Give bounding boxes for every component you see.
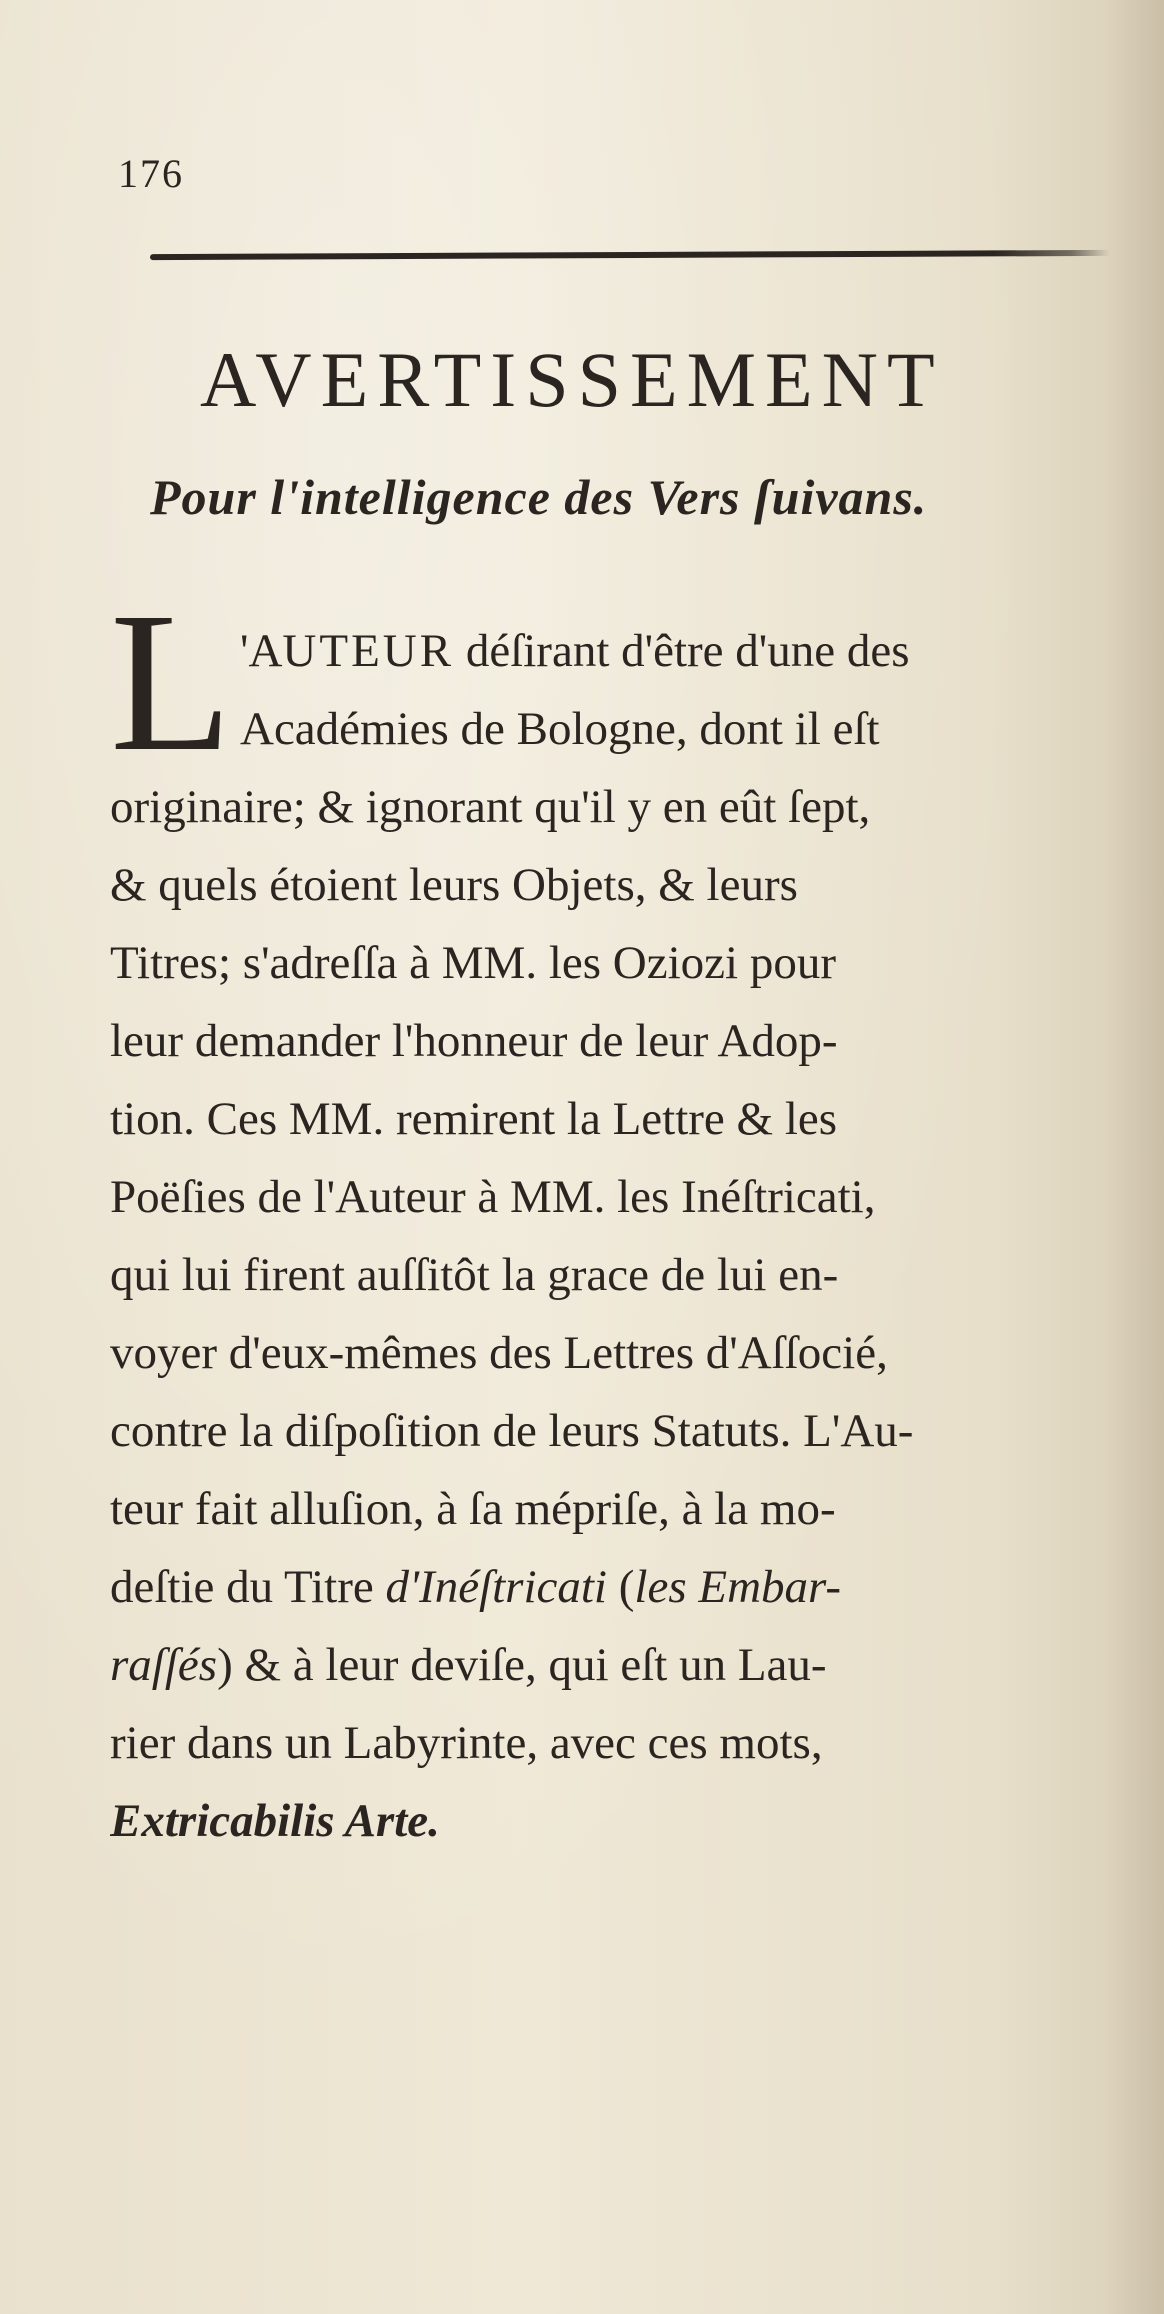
text-segment: 'A bbox=[240, 625, 283, 677]
text-segment: déſirant d'être d'une des bbox=[454, 625, 910, 677]
text-line bbox=[110, 1236, 1120, 1314]
text-segment: les Embar- bbox=[634, 1561, 842, 1613]
page-number: 176 bbox=[118, 151, 184, 196]
page-title: AVERTISSEMENT bbox=[200, 336, 944, 423]
text-line bbox=[110, 1782, 1120, 1860]
text-segment: deſtie du Titre bbox=[110, 1561, 386, 1613]
body-text bbox=[110, 612, 1120, 1860]
text-segment: & quels étoient leurs Objets, & leurs bbox=[110, 859, 798, 911]
text-line bbox=[110, 1704, 1120, 1782]
text-line bbox=[110, 1548, 1120, 1626]
text-line bbox=[110, 768, 1120, 846]
page-subtitle: Pour l'intelligence des Vers ſuivans. bbox=[150, 469, 928, 525]
text-line bbox=[110, 690, 1120, 768]
text-segment: qui lui firent auſſitôt la grace de lui en- bbox=[110, 1249, 839, 1301]
text-line bbox=[110, 1158, 1120, 1236]
text-segment: tion. Ces MM. remirent la Lettre & les bbox=[110, 1093, 838, 1145]
text-line bbox=[110, 1002, 1120, 1080]
text-line bbox=[110, 1314, 1120, 1392]
text-segment: rier dans un Labyrinte, avec ces mots, bbox=[110, 1717, 823, 1769]
text-line bbox=[110, 1080, 1120, 1158]
text-segment: ( bbox=[607, 1561, 635, 1613]
text-segment: voyer d'eux-mêmes des Lettres d'Aſſocié, bbox=[110, 1327, 888, 1379]
text-line bbox=[110, 1470, 1120, 1548]
text-segment: originaire; & ignorant qu'il y en eût ſept, bbox=[110, 781, 871, 833]
text-segment: leur demander l'honneur de leur Adop- bbox=[110, 1015, 838, 1067]
text-segment: Poëſies de l'Auteur à MM. les Inéſtricati, bbox=[110, 1171, 876, 1223]
text-segment: ) & à leur deviſe, qui eſt un Lau- bbox=[217, 1639, 827, 1691]
drop-cap: L bbox=[110, 572, 233, 793]
text-segment: d'Inéſtricati bbox=[385, 1561, 607, 1613]
text-line bbox=[110, 612, 1120, 690]
text-segment: contre la diſpoſition de leurs Statuts. L'Au- bbox=[110, 1405, 914, 1457]
text-segment: raſſés bbox=[110, 1639, 218, 1691]
text-line bbox=[110, 1626, 1120, 1704]
header-rule bbox=[150, 250, 1110, 260]
text-segment: Académies de Bologne, dont il eſt bbox=[240, 703, 880, 755]
text-line bbox=[110, 846, 1120, 924]
text-segment: teur fait alluſion, à ſa mépriſe, à la mo- bbox=[110, 1483, 836, 1535]
text-segment: Extricabilis Arte. bbox=[110, 1795, 440, 1847]
text-segment: UTEUR bbox=[282, 625, 455, 677]
text-line bbox=[110, 1392, 1120, 1470]
text-segment: Titres; s'adreſſa à MM. les Oziozi pour bbox=[110, 937, 836, 989]
text-line bbox=[110, 924, 1120, 1002]
